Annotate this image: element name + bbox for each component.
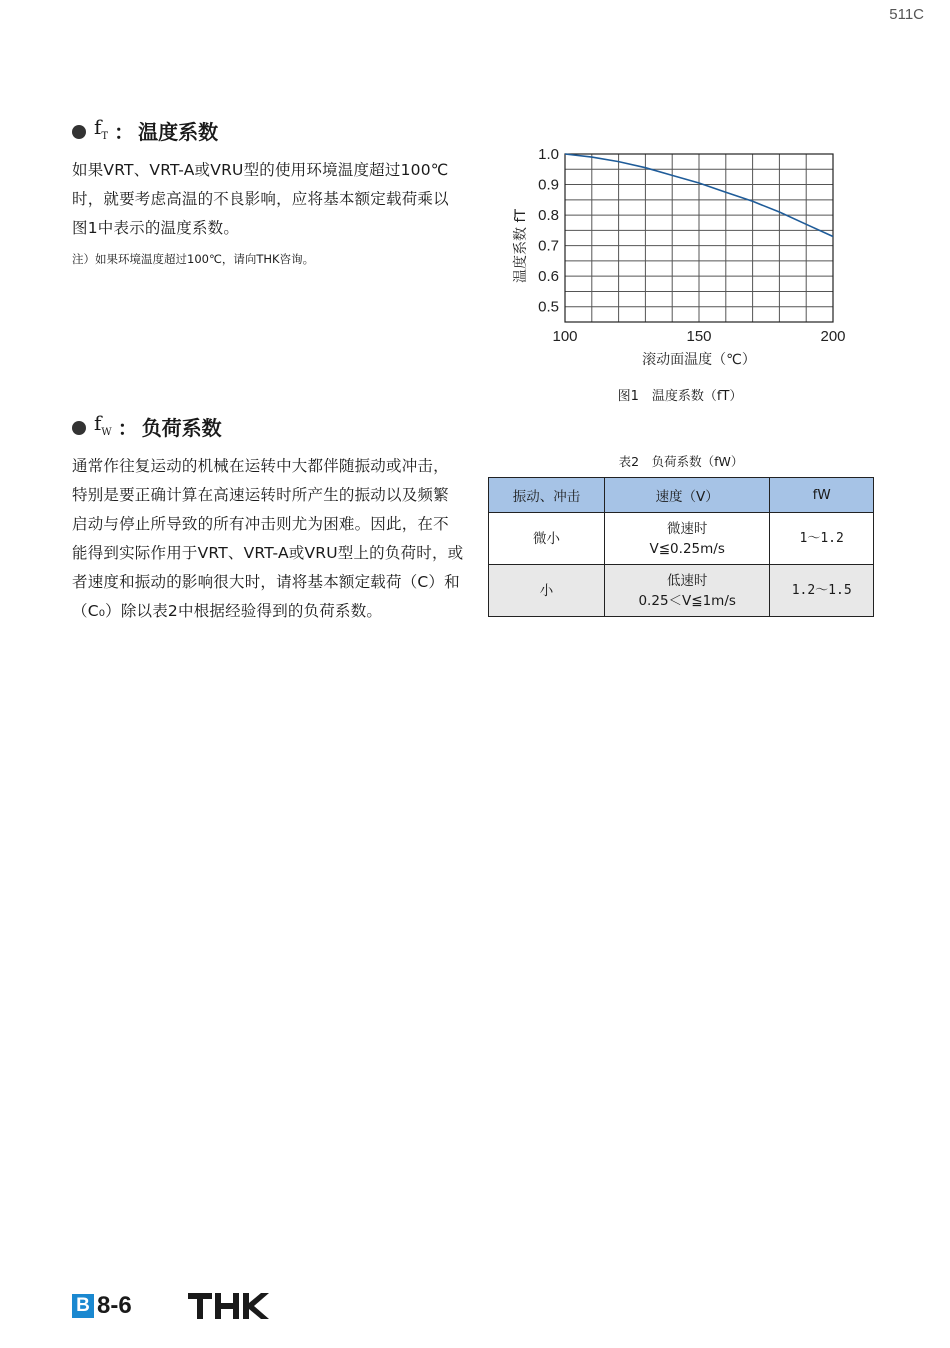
- y-tick-label: 0.9: [538, 176, 559, 194]
- cell-impact: 微小: [489, 513, 605, 565]
- load-coefficient-table: [488, 477, 874, 617]
- y-tick-label: 1.0: [538, 146, 559, 163]
- y-tick-label: 0.7: [538, 237, 559, 255]
- page-code: 511C: [889, 6, 924, 23]
- table-header-row: [489, 478, 874, 513]
- section-title: 温度系数: [138, 120, 219, 144]
- y-tick-label: 0.5: [538, 298, 559, 316]
- x-tick-label: 150: [686, 328, 712, 345]
- cell-speed: [605, 565, 770, 617]
- section-note: 注）如果环境温度超过100℃，请向THK咨询。: [72, 252, 315, 266]
- page-footer: [72, 1292, 270, 1320]
- y-axis-label: 温度系数 fT: [513, 209, 529, 283]
- header-fw: fW: [770, 478, 874, 513]
- section-body: 如果VRT、VRT-A或VRU型的使用环境温度超过100℃时，就要考虑高温的不良影响，应将基本额定载荷乘以图1中表示的温度系数。: [72, 161, 449, 237]
- speed-name: 微速时: [666, 520, 708, 537]
- header-impact: 振动、冲击: [489, 478, 605, 513]
- section-heading: $f_W$ ： 负荷系数: [72, 408, 464, 448]
- load-coefficient-section: [72, 408, 464, 626]
- speed-range: 0.25＜V≦1m/s: [638, 592, 736, 609]
- y-tick-label: 0.6: [538, 268, 559, 286]
- cell-speed: [605, 513, 770, 565]
- table-row: [489, 565, 874, 617]
- section-badge: B: [72, 1294, 94, 1318]
- table-caption: 表2 负荷系数（fW）: [618, 454, 744, 469]
- x-tick-label: 100: [552, 328, 578, 345]
- section-body: 通常作往复运动的机械在运转中大都伴随振动或冲击，特别是要正确计算在高速运转时所产生的振动以及频繁启动与停止所导致的所有冲击则尤为困难。因此，在不能得到实际作用于VRT、VRT-A或VRU型上的负荷时，或者速度和振动的影响很大时，请将基本额定载荷（C）和（C₀）除以表2中根据经验得到的负荷系数。: [72, 457, 464, 620]
- temperature-chart: [500, 138, 870, 378]
- thk-logo: [188, 1293, 270, 1319]
- x-tick-label: 200: [820, 328, 846, 345]
- figure-caption: 图1 温度系数（fT）: [617, 389, 743, 404]
- section-title: 负荷系数: [141, 416, 222, 440]
- x-axis-label: 滚动面温度（℃）: [642, 352, 756, 368]
- table-row: [489, 513, 874, 565]
- speed-name: 低速时: [666, 572, 708, 589]
- symbol: $f_T$: [94, 115, 109, 142]
- bullet-icon: [72, 125, 86, 139]
- speed-range: V≦0.25m/s: [649, 540, 725, 557]
- symbol: $f_W$: [94, 411, 112, 438]
- chart-svg: [500, 138, 870, 378]
- cell-impact: 小: [489, 565, 605, 617]
- header-speed: 速度（V）: [605, 478, 770, 513]
- temperature-coefficient-section: [72, 112, 464, 269]
- page-number: 8-6: [97, 1292, 132, 1319]
- bullet-icon: [72, 421, 86, 435]
- cell-fw: 1〜1.2: [770, 513, 874, 565]
- section-heading: $f_T$ ： 温度系数: [72, 112, 464, 152]
- y-tick-label: 0.8: [538, 207, 559, 225]
- cell-fw: 1.2〜1.5: [770, 565, 874, 617]
